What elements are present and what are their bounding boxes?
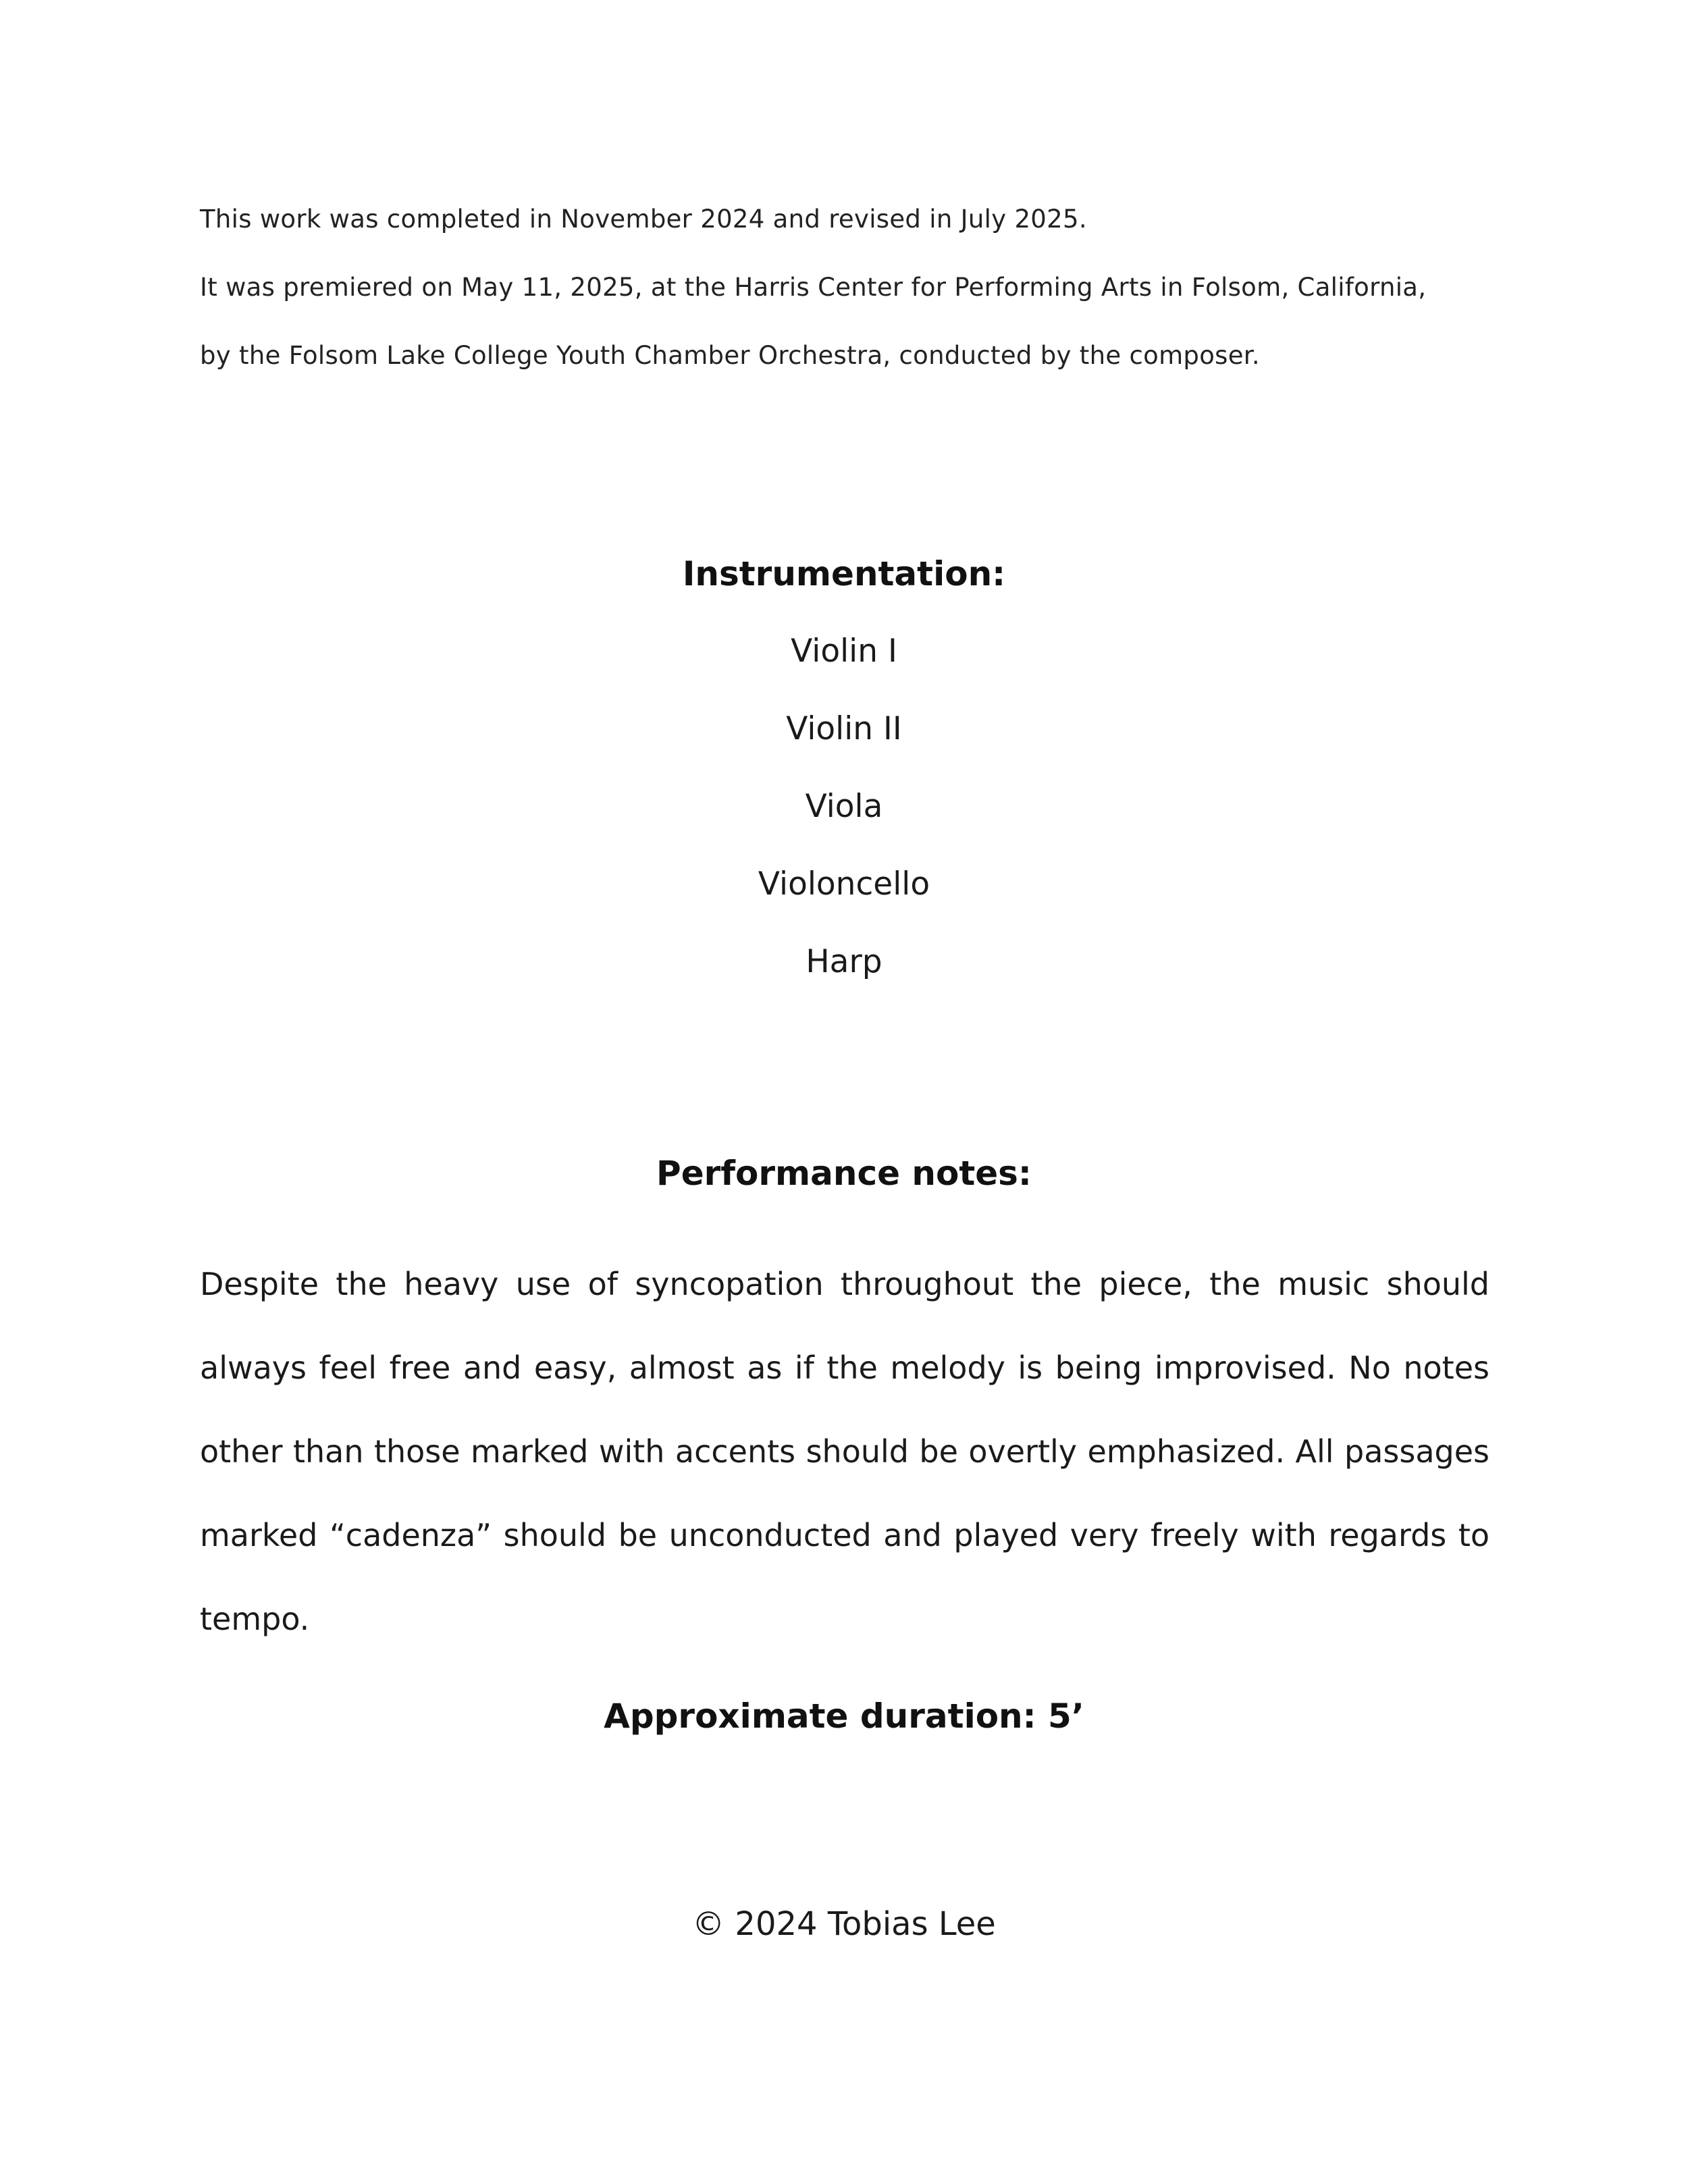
premiere-performers-note: by the Folsom Lake College Youth Chamber Orchestra, conducted by the composer. xyxy=(200,341,1260,370)
duration-heading: Approximate duration: 5’ xyxy=(604,1697,1084,1736)
instrument-violoncello: Violoncello xyxy=(758,865,930,903)
performance-notes-paragraph: Despite the heavy use of syncopation throughout the piece, the music should always feel free and easy, almost as if the melody is being improvised. No notes other than those marked with accents should be overtly emphasized. All passages marked “cadenza” should be unconducted and played very freely with regards to tempo. xyxy=(200,1266,1489,1637)
instrument-harp: Harp xyxy=(806,943,882,980)
instrument-violin-1: Violin I xyxy=(791,633,897,670)
instrument-violin-2: Violin II xyxy=(786,710,902,747)
completion-note: This work was completed in November 2024 and revised in July 2025. xyxy=(200,205,1087,234)
performance-notes-heading: Performance notes: xyxy=(656,1154,1032,1193)
instrumentation-heading: Instrumentation: xyxy=(682,554,1006,593)
copyright-notice: © 2024 Tobias Lee xyxy=(692,1905,996,1943)
instrument-viola: Viola xyxy=(805,788,883,825)
premiere-note: It was premiered on May 11, 2025, at the Harris Center for Performing Arts in Folsom, California, xyxy=(200,273,1427,302)
